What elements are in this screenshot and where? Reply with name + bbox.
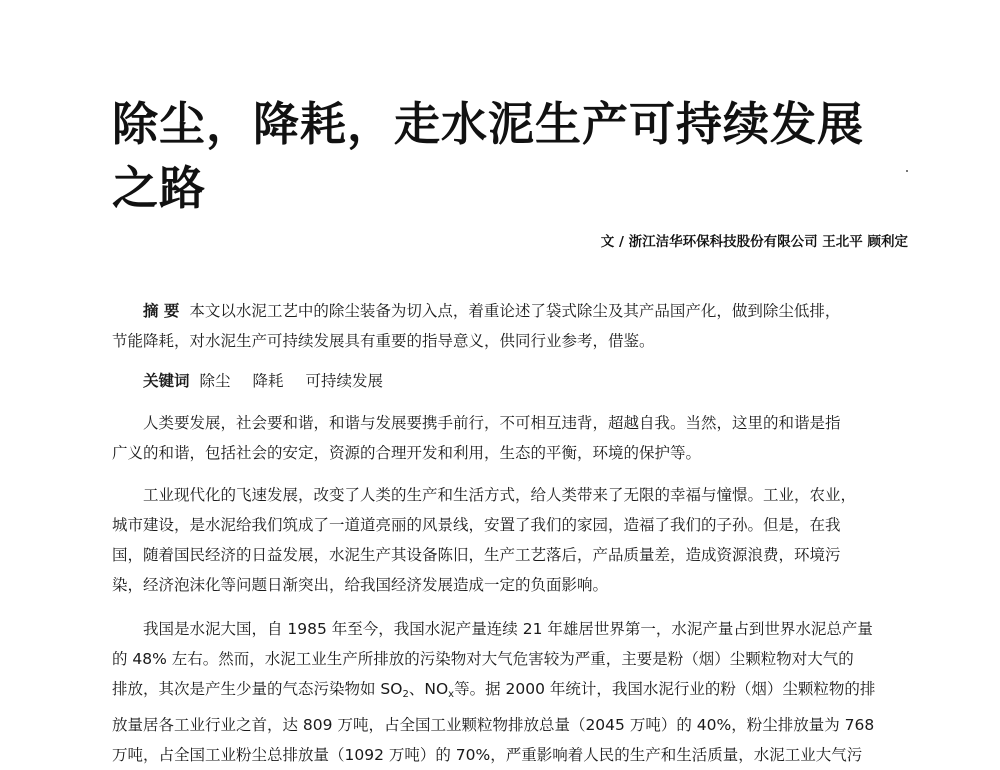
scan-speck — [906, 170, 908, 172]
paragraph-line: 万吨，占全国工业粉尘总排放量（1092 万吨）的 70%，严重影响着人民的生产和生活质量，水泥工业大气污 — [112, 746, 863, 764]
paragraph-line: 国，随着国民经济的日益发展，水泥生产其设备陈旧，生产工艺落后，产品质量差，造成资源浪费，环境污 — [112, 546, 841, 564]
keywords — [112, 366, 908, 396]
paragraph-line: 人类要发展，社会要和谐，和谐与发展要携手前行，不可相互违背，超越自我。当然，这里的和谐是指 — [143, 414, 841, 432]
paragraph-line: 排放，其次是产生少量的气态污染物如 $SO_2$、$NO_x$等。据 2000 年统计，我国水泥行业的粉（烟）尘颗粒物的排 — [112, 680, 876, 700]
abstract-line-1: 摘 要 本文以水泥工艺中的除尘装备为切入点，着重论述了袋式除尘及其产品国产化，做到除尘低排， — [143, 302, 841, 320]
abstract — [112, 296, 908, 356]
keyword-item: 可持续发展 — [305, 372, 384, 390]
paragraph-line: 广义的和谐，包括社会的安定，资源的合理开发和利用，生态的平衡，环境的保护等。 — [112, 444, 702, 462]
paragraph-line: 我国是水泥大国，自 1985 年至今，我国水泥产量连续 21 年雄居世界第一，水泥产量占到世界水泥总产量 — [143, 620, 873, 638]
paragraph-2 — [112, 480, 908, 600]
paragraph-line: 的 48% 左右。然而，水泥工业生产所排放的污染物对大气危害较为严重，主要是粉（烟）尘颗粒物对大气的 — [112, 650, 854, 668]
keyword-item: 降耗 — [252, 372, 284, 390]
paragraph-line: 放量居各工业行业之首，达 809 万吨，占全国工业颗粒物排放总量（2045 万吨）的 40%，粉尘排放量为 768 — [112, 716, 875, 734]
paragraph-3 — [112, 614, 908, 770]
title-line-1: 除尘，降耗，走水泥生产可持续发展 — [112, 97, 864, 151]
paragraph-1 — [112, 408, 908, 468]
keywords-label: 关键词 — [143, 372, 190, 390]
keyword-item: 除尘 — [199, 372, 231, 390]
article-title — [112, 92, 932, 220]
abstract-line-2: 节能降耗，对水泥生产可持续发展具有重要的指导意义，供同行业参考，借鉴。 — [112, 332, 655, 350]
paragraph-line: 城市建设，是水泥给我们筑成了一道道亮丽的风景线，安置了我们的家园，造福了我们的子孙。但是，在我 — [112, 516, 841, 534]
author-line: 文 / 浙江洁华环保科技股份有限公司 王北平 顾利定 — [600, 234, 908, 250]
title-line-2: 之路 — [112, 161, 206, 215]
keywords-line — [112, 366, 908, 396]
paragraph-line: 染，经济泡沫化等问题日渐突出，给我国经济发展造成一定的负面影响。 — [112, 576, 609, 594]
abstract-label: 摘 要 — [143, 302, 180, 320]
paragraph-line: 工业现代化的飞速发展，改变了人类的生产和生活方式，给人类带来了无限的幸福与憧憬。工业，农业， — [143, 486, 857, 504]
